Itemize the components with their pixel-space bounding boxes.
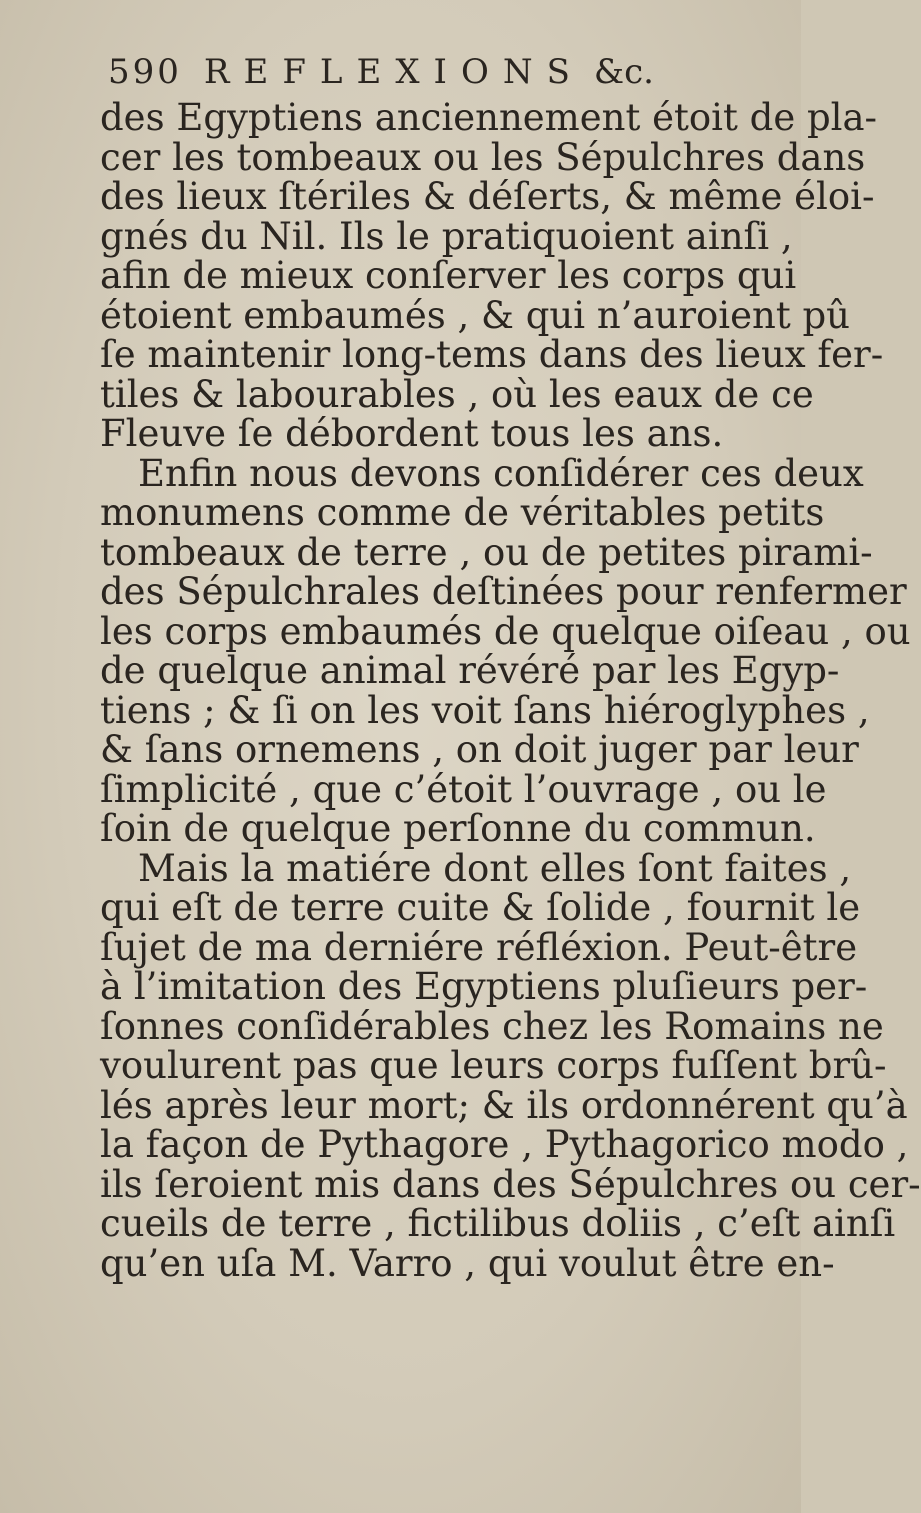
text-line: monumens comme de véritables petits	[100, 491, 825, 534]
running-header	[108, 52, 654, 92]
text-line: ils ſeroient mis dans des Sépulchres ou cer-	[100, 1162, 921, 1206]
text-line: Fleuve ſe débordent tous les ans.	[100, 412, 724, 455]
running-title-suffix: &c.	[593, 52, 654, 92]
text-line: étoient embaumés , & qui n’auroient pû	[100, 293, 850, 337]
text-line: ſe maintenir long-tems dans des lieux fer-	[100, 333, 884, 376]
text-line: qui eſt de terre cuite & ſolide , fournit le	[100, 886, 861, 929]
text-line: ſoin de quelque perſonne du commun.	[100, 807, 816, 850]
text-line: cueils de terre , fictilibus doliis , c’eſt ainſi	[100, 1202, 896, 1245]
text-line: ſonnes conſidérables chez les Romains ne	[100, 1004, 884, 1048]
text-line: à l’imitation des Egyptiens pluſieurs per-	[100, 965, 868, 1008]
page-number: 590	[108, 52, 182, 92]
text-line: ſujet de ma derniére réfléxion. Peut-être	[100, 925, 858, 969]
text-line: afin de mieux conſerver les corps qui	[100, 254, 797, 297]
text-line: tiles & labourables , où les eaux de ce	[100, 372, 814, 416]
text-line: tombeaux de terre , ou de petites pirami-	[100, 530, 873, 574]
text-line: qu’en uſa M. Varro , qui voulut être en-	[100, 1241, 835, 1285]
text-line: cer les tombeaux ou les Sépulchres dans	[100, 135, 866, 179]
running-title: REFLEXIONS	[203, 52, 584, 92]
paragraph-start-line: Mais la matiére dont elles ſont faites ,	[138, 846, 852, 890]
text-line: lés après leur mort; & ils ordonnérent qu’à	[100, 1083, 908, 1127]
text-line: des Egyptiens anciennement étoit de pla-	[100, 96, 878, 139]
text-line: tiens ; & ſi on les voit ſans hiéroglyphes ,	[100, 688, 870, 732]
text-line: des Sépulchrales deſtinées pour renfermer	[100, 570, 907, 613]
paragraph-start-line: Enfin nous devons conſidérer ces deux	[138, 451, 864, 495]
text-line: voulurent pas que leurs corps fuſſent brû-	[100, 1044, 887, 1087]
text-line: gnés du Nil. Ils le pratiquoient ainſi ,	[100, 214, 793, 258]
text-line: de quelque animal révéré par les Egyp-	[100, 649, 840, 692]
text-line: ſimplicité , que c’étoit l’ouvrage , ou le	[100, 767, 827, 811]
body-text	[100, 96, 921, 1285]
text-line: les corps embaumés de quelque oiſeau , ou	[100, 609, 911, 653]
text-line: des lieux ſtériles & déſerts, & même éloi-	[100, 175, 875, 218]
text-line: la façon de Pythagore , Pythagorico modo ,	[100, 1123, 909, 1166]
text-line: & ſans ornemens , on doit juger par leur	[100, 728, 859, 771]
